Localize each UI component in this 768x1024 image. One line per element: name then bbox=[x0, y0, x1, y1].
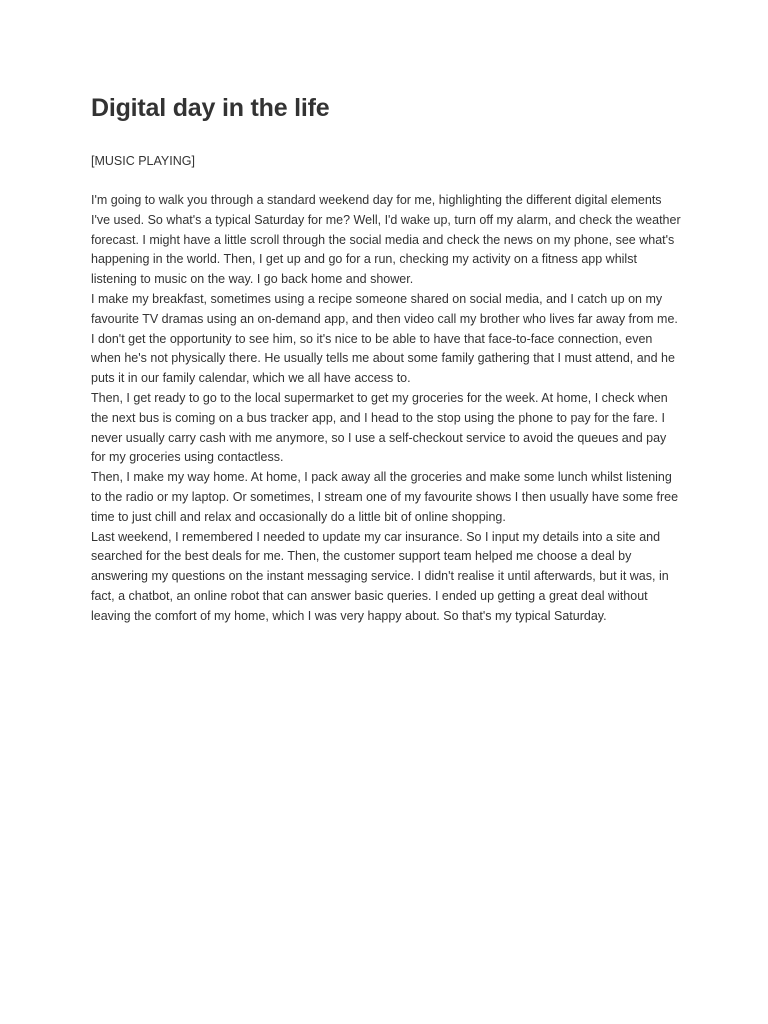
music-playing-tag: [MUSIC PLAYING] bbox=[91, 154, 195, 168]
paragraph-5: Last weekend, I remembered I needed to update my car insurance. So I input my details into a site and searched for the best deals for me. Then, the customer support team helped me choose a deal by answering my questions on the instant messaging service. I didn't realise it until afterwards, but it was, in fact, a chatbot, an online robot that can answer basic queries. I ended up getting a great deal without leaving the comfort of my home, which I was very happy about. So that's my typical Saturday. bbox=[91, 529, 669, 623]
paragraph-2: I make my breakfast, sometimes using a recipe someone shared on social media, and I catch up on my favourite TV dramas using an on-demand app, and then video call my brother who lives far away from me. I don't get the opportunity to see him, so it's nice to be able to have that face-to-face connection, even when he's not physically there. He usually tells me about some family gathering that I must attend, and he puts it in our family calendar, which we all have access to. bbox=[91, 291, 678, 386]
document-title: Digital day in the life bbox=[91, 94, 330, 122]
paragraph-4: Then, I make my way home. At home, I pack away all the groceries and make some lunch whilst listening to the radio or my laptop. Or sometimes, I stream one of my favourite shows I then usually have some free time to just chill and relax and occasionally do a little bit of online shopping. bbox=[91, 470, 679, 524]
document-content bbox=[91, 92, 681, 627]
paragraph-1: I'm going to walk you through a standard weekend day for me, highlighting the different digital elements I've used. So what's a typical Saturday for me? Well, I'd wake up, turn off my alarm, and check the weather forecast. I might have a little scroll through the social media and check the news on my phone, see what's happening in the world. Then, I get up and go for a run, checking my activity on a fitness app whilst listening to music on the way. I go back home and shower. bbox=[91, 193, 681, 287]
transcript-body bbox=[91, 191, 681, 627]
paragraph-3: Then, I get ready to go to the local supermarket to get my groceries for the week. At home, I check when the next bus is coming on a bus tracker app, and I head to the stop using the phone to pay for the fare. I never usually carry cash with me anymore, so I use a self-checkout service to avoid the queues and pay for my groceries using contactless. bbox=[91, 390, 668, 465]
